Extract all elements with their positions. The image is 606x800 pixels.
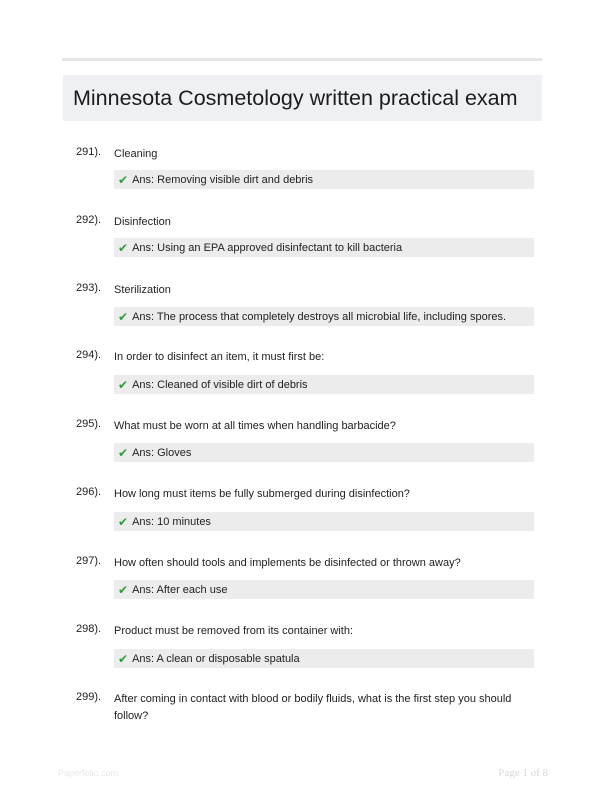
check-icon: ✔ [118, 240, 129, 255]
answer-text: Ans: After each use [132, 583, 228, 596]
check-icon: ✔ [118, 651, 129, 666]
check-icon: ✔ [118, 445, 129, 460]
question-number: 295). [76, 418, 102, 430]
question-number: 293). [76, 282, 102, 294]
question-number: 292). [76, 214, 102, 226]
check-icon: ✔ [118, 514, 129, 529]
answer-text: Ans: Removing visible dirt and debris [132, 173, 314, 186]
question-number: 297). [76, 555, 102, 567]
answer-box [114, 375, 534, 394]
answer-box [114, 443, 534, 462]
question-number: 299). [76, 691, 102, 703]
check-icon: ✔ [118, 582, 129, 597]
question-text: How long must items be fully submerged during disinfection? [114, 488, 410, 500]
question-text: Cleaning [114, 148, 158, 160]
answer-box [114, 512, 534, 531]
question-number: 291). [76, 146, 102, 158]
question-text: In order to disinfect an item, it must first be: [114, 351, 325, 363]
top-divider [62, 58, 542, 61]
question-text: After coming in contact with blood or bodily fluids, what is the first step you should follow? [114, 693, 512, 722]
footer-watermark: Paperfolio.com [58, 768, 119, 778]
answer-text: Ans: The process that completely destroys all microbial life, including spores. [132, 310, 507, 323]
page-title: Minnesota Cosmetology written practical exam [73, 85, 518, 110]
answer-box [114, 238, 534, 257]
answer-text: Ans: 10 minutes [132, 515, 211, 528]
check-icon: ✔ [118, 377, 129, 392]
answer-box [114, 649, 534, 668]
question-text: Sterilization [114, 284, 171, 296]
question-text: Disinfection [114, 216, 171, 228]
question-text: Product must be removed from its container with: [114, 625, 354, 637]
question-number: 298). [76, 623, 102, 635]
page-number: Page 1 of 8 [498, 767, 548, 779]
question-number: 294). [76, 349, 102, 361]
answer-text: Ans: Cleaned of visible dirt of debris [132, 378, 308, 391]
check-icon: ✔ [118, 309, 129, 324]
answer-box [114, 580, 534, 599]
answer-text: Ans: Using an EPA approved disinfectant to kill bacteria [132, 241, 403, 254]
answer-text: Ans: A clean or disposable spatula [132, 652, 300, 665]
question-text: What must be worn at all times when handling barbacide? [114, 420, 396, 432]
answer-box [114, 170, 534, 189]
question-text: How often should tools and implements be disinfected or thrown away? [114, 557, 461, 569]
title-banner [63, 75, 542, 121]
answer-box [114, 307, 534, 326]
check-icon: ✔ [118, 172, 129, 187]
answer-text: Ans: Gloves [132, 446, 192, 459]
question-number: 296). [76, 486, 102, 498]
